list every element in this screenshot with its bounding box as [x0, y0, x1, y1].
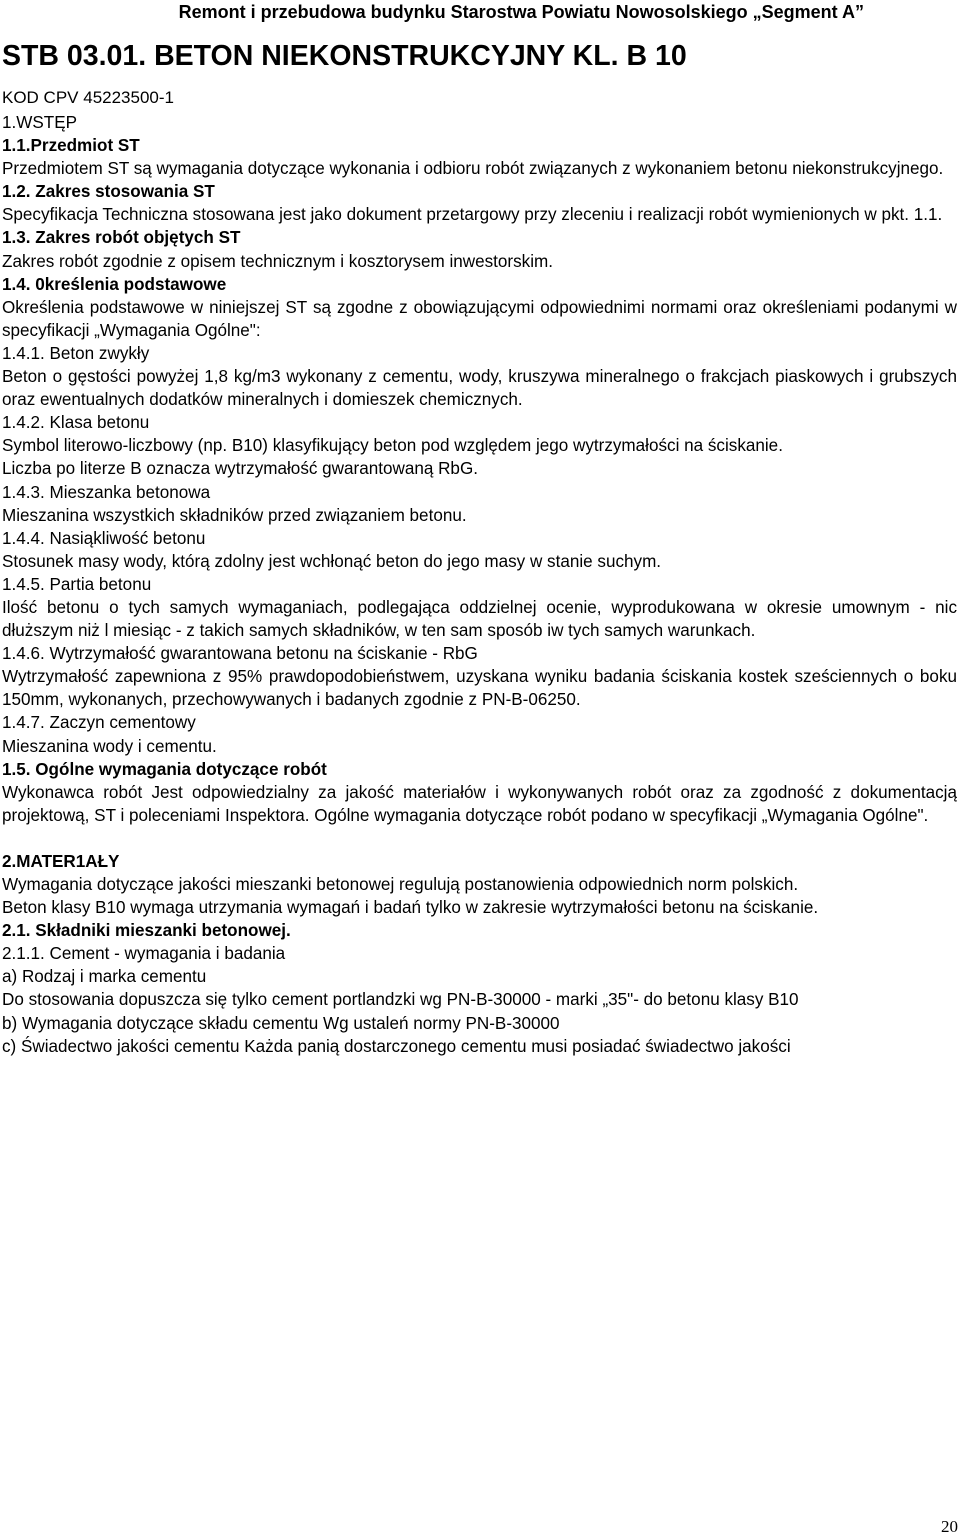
paragraph: Beton o gęstości powyżej 1,8 kg/m3 wykonany z cementu, wody, kruszywa mineralnego o frakcjach piaskowych i grubszych oraz ewentualnych dodatków mineralnych i domieszek chemicznych. — [2, 367, 957, 410]
cpv-code: KOD CPV 45223500-1 — [2, 88, 174, 107]
section-heading: 2.MATER1AŁY — [2, 851, 120, 871]
subsection-heading: 1.4.1. Beton zwykły — [2, 343, 150, 363]
paragraph: b) Wymagania dotyczące składu cementu Wg ustaleń normy PN-B-30000 — [2, 1013, 560, 1033]
running-header: Remont i przebudowa budynku Starostwa Powiatu Nowosolskiego „Segment A” — [178, 2, 864, 22]
paragraph: Mieszanina wody i cementu. — [2, 736, 217, 756]
paragraph: Mieszanina wszystkich składników przed związaniem betonu. — [2, 505, 467, 525]
section-heading: 1.WSTĘP — [2, 113, 78, 132]
paragraph: Ilość betonu o tych samych wymaganiach, podlegająca oddzielnej ocenie, wyprodukowana w okresie umownym - nic dłuższym niż l miesiąc - z takich samych składników, w ten sam sposób iw tych samych warunkach. — [2, 597, 957, 641]
paragraph: Wytrzymałość zapewniona z 95% prawdopodobieństwem, uzyskana wyniku badania ściskania kostek sześciennych o boku 150mm, wykonanych, przechowywanych i badanych zgodnie z PN-B-06250. — [2, 667, 957, 710]
section-heading: 1.1.Przedmiot ST — [2, 136, 140, 156]
paragraph: Stosunek masy wody, którą zdolny jest wchłonąć beton do jego masy w stanie suchym. — [2, 551, 662, 571]
paragraph: Przedmiotem ST są wymagania dotyczące wykonania i odbioru robót związanych z wykonaniem betonu niekonstrukcyjnego. — [2, 159, 944, 179]
paragraph: a) Rodzaj i marka cementu — [2, 967, 207, 987]
paragraph: Liczba po literze B oznacza wytrzymałość gwarantowaną RbG. — [2, 459, 478, 479]
spec-title: STB 03.01. BETON NIEKONSTRUKCYJNY KL. B 10 — [2, 40, 687, 72]
section-heading: 1.4. 0kreślenia podstawowe — [2, 274, 227, 294]
subsection-heading: 1.4.7. Zaczyn cementowy — [2, 713, 196, 733]
subsection-heading: 1.4.4. Nasiąkliwość betonu — [2, 528, 206, 548]
subsection-heading: 1.4.3. Mieszanka betonowa — [2, 482, 211, 502]
paragraph: Specyfikacja Techniczna stosowana jest jako dokument przetargowy przy zleceniu i realizacji robót wymienionych w pkt. 1.1. — [2, 205, 943, 225]
paragraph: Beton klasy B10 wymaga utrzymania wymagań i badań tylko w zakresie wytrzymałości betonu na ściskanie. — [2, 898, 819, 918]
paragraph: Zakres robót zgodnie z opisem technicznym i kosztorysem inwestorskim. — [2, 251, 553, 271]
paragraph: Do stosowania dopuszcza się tylko cement portlandzki wg PN-B-30000 - marki „35"- do betonu klasy B10 — [2, 990, 799, 1010]
section-heading: 2.1. Składniki mieszanki betonowej. — [2, 921, 291, 941]
subsection-heading: 1.4.5. Partia betonu — [2, 574, 152, 594]
paragraph: Wymagania dotyczące jakości mieszanki betonowej regulują postanowienia odpowiednich norm polskich. — [2, 875, 799, 894]
paragraph: Symbol literowo-liczbowy (np. B10) klasyfikujący beton pod względem jego wytrzymałości na ściskanie. — [2, 436, 783, 456]
paragraph: Określenia podstawowe w niniejszej ST są zgodne z obowiązującymi odpowiednimi normami oraz określeniami podanymi w specyfikacji „Wymagania Ogólne": — [2, 297, 957, 340]
section-heading: 1.3. Zakres robót objętych ST — [2, 228, 241, 248]
page-number: 20 — [941, 1517, 958, 1536]
document-body — [2, 111, 957, 1058]
paragraph: c) Świadectwo jakości cementu Każda panią dostarczonego cementu musi posiadać świadectwo jakości — [2, 1036, 791, 1056]
subsection-heading: 2.1.1. Cement - wymagania i badania — [2, 944, 286, 964]
subsection-heading: 1.4.2. Klasa betonu — [2, 413, 150, 433]
paragraph: Wykonawca robót Jest odpowiedzialny za jakość materiałów i wykonywanych robót oraz za zgodność z dokumentacją projektową, ST i poleceniami Inspektora. Ogólne wymagania dotyczące robót podano w specyfikacji „Wymagania Ogólne". — [2, 782, 957, 825]
subsection-heading: 1.4.6. Wytrzymałość gwarantowana betonu na ściskanie - RbG — [2, 644, 478, 664]
section-heading: 1.5. Ogólne wymagania dotyczące robót — [2, 759, 327, 779]
section-heading: 1.2. Zakres stosowania ST — [2, 182, 215, 202]
